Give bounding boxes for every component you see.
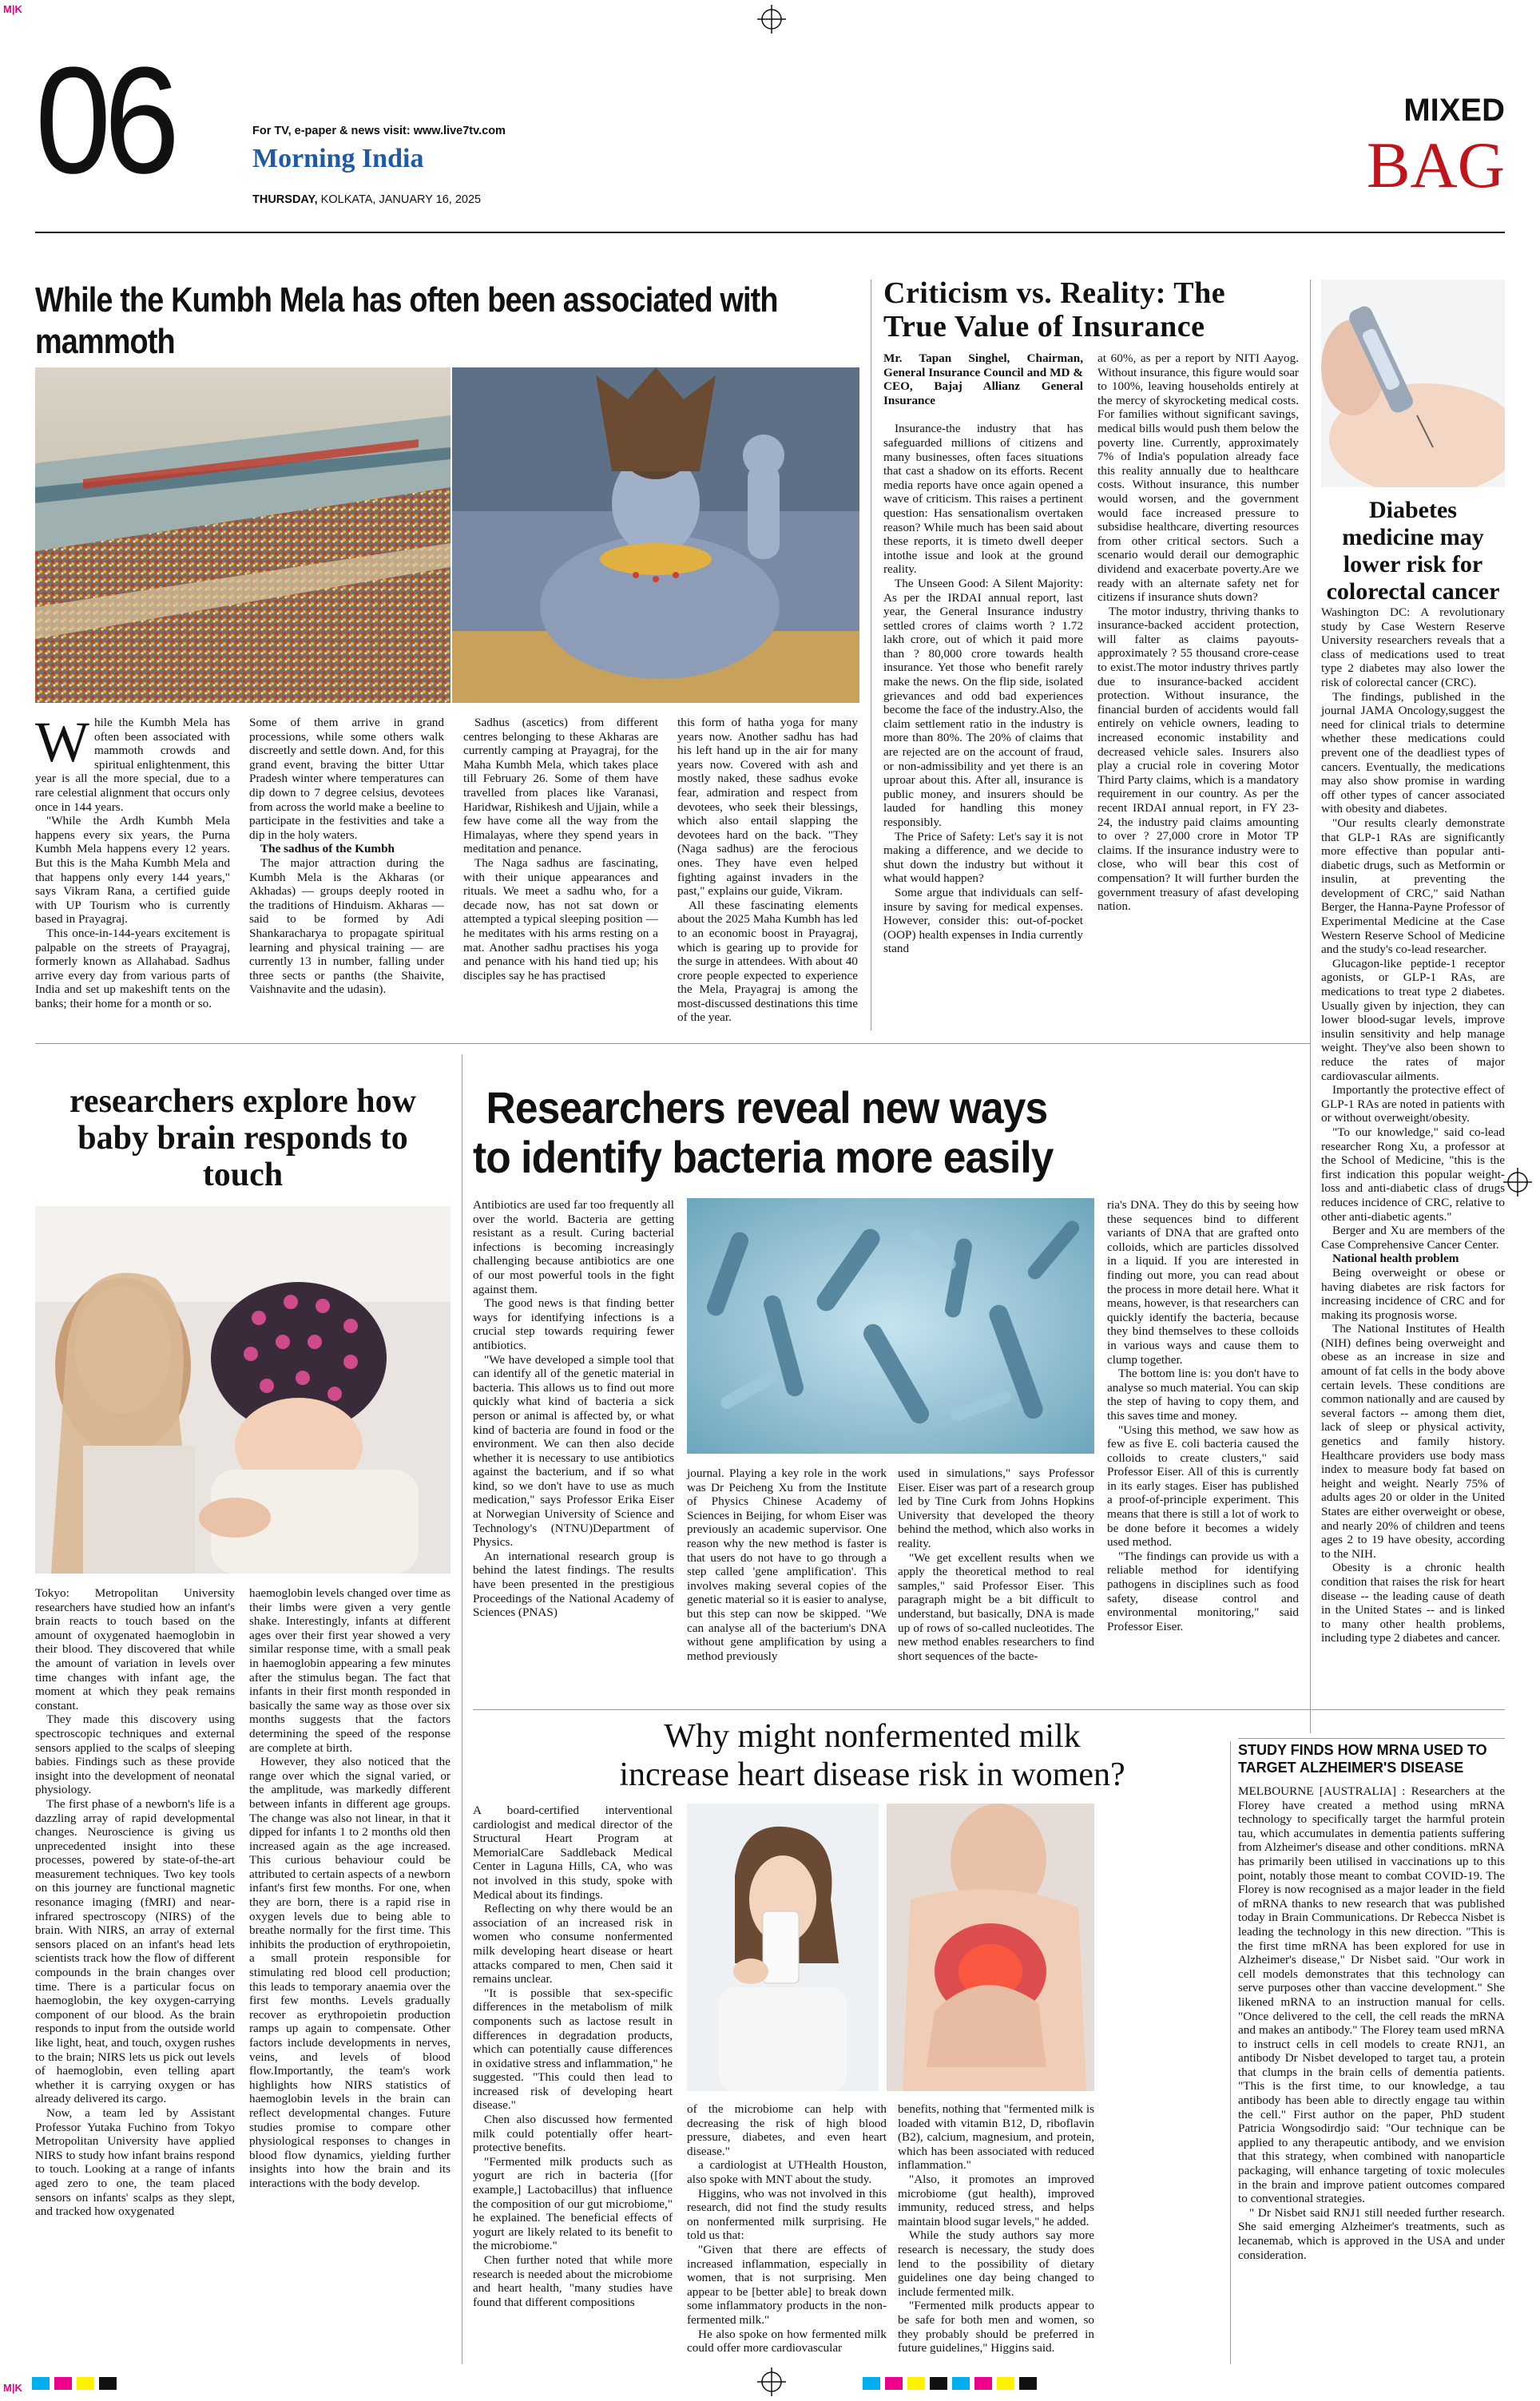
diabetes-injection-photo bbox=[1321, 280, 1505, 487]
milk-paragraph: Chen further noted that while more research is needed about the microbiome and heart health, "many studies have found that different compositions bbox=[473, 2253, 673, 2309]
kumbh-sadhu-photo bbox=[452, 367, 859, 703]
kumbh-col-3 bbox=[463, 716, 658, 982]
bacteria-headline bbox=[473, 1083, 1296, 1182]
kumbh-paragraph: The major attraction during the Kumbh Mela is the Akharas (or Akhadas) — groups deeply rooted in the traditions of Hinduism. Akharas — said to be formed by Adi Shankaracharya to propagate spiritual learning and physical training — are currently 13 in number, falling under three sects or panths (the Shaivite, Vaishnavite and the udasin). bbox=[249, 855, 444, 997]
milk-paragraph: Chen also discussed how fermented milk could potentially offer heart-protective benefits. bbox=[473, 2113, 673, 2155]
milk-paragraph: A board-certified interventional cardiologist and medical director of the Structural Heart Program at MemorialCare Saddleback Medical Center in Laguna Hills, CA, who was not involved in this study, spoke with Medical about its findings. bbox=[473, 1804, 673, 1902]
baby-eeg-photo bbox=[35, 1206, 450, 1574]
kumbh-paragraph: Sadhus (ascetics) from different centres belonging to these Akharas are currently camping at Prayagraj, for the Maha Kumbh Mela, which takes place till February 26. Some of them have travelled from places like Varanasi, Haridwar, Rishikesh and Ujjain, while a few have come all the way from the Himalayas, where they spend years in meditation and penance. bbox=[463, 716, 658, 856]
bacteria-col-2 bbox=[687, 1466, 887, 1663]
bacteria-paragraph: "We get excellent results when we apply the theoretical method to real samples," said Professor Eiser. This paragraph might be a bit difficult to understand, but basically, DNA is made up of rows of so-called nucleotides. The new method enables researchers to find short sequences of the bacte- bbox=[898, 1550, 1094, 1663]
diabetes-paragraph: Importantly the protective effect of GLP-1 RAs are noted in patients with or without overweight/obesity. bbox=[1321, 1083, 1505, 1125]
section-rule bbox=[473, 1709, 1505, 1710]
milk-headline-line2: increase heart disease risk in women? bbox=[619, 1756, 1125, 1793]
insurance-paragraph: The Price of Safety: Let's say it is not making a difference, and we decide to shut down the industry but without it what would happen? bbox=[883, 829, 1083, 886]
masthead-tagline: For TV, e-paper & news visit: www.live7tv.com bbox=[252, 125, 506, 137]
column-rule bbox=[1230, 1741, 1231, 2364]
mrna-paragraph: MELBOURNE [AUSTRALIA] : Researchers at the Florey have created a method using mRNA technology to specifically target the harmful protein tau, which accumulates in dementia patients suffering from Alzheimer's disease and other conditions. mRNA has primarily been utilised in vaccinations up to this point, notably those meant to combat COVID-19. The Florey is now recognised as a major leader in the field of mRNA thanks to new research that was published today in Brain Communications. Dr Rebecca Nisbet is leading the technology in this new direction. "This is the first time mRNA has been explored for use in Alzheimer's disease," Dr Nisbet said. "Our work in cell models demonstrates that this technology can serve purposes other than vaccine development." She likened mRNA to an instruction manual for cells. "Once delivered to the cell, the cell reads the mRNA and makes an antibody." The Florey team used mRNA to instruct cells in cell models to create RNJ1, an antibody Dr Nisbet developed to target tau, a protein that clumps in the brain cells of dementia patients. "This is the first time, to our knowledge, a tau antibody has been able to directly engage tau within the cell." First author on the paper, PhD student Patricia Wongsodirdjo said: "Our technique can be applied to any therapeutic antibody, and we envision that this strategy, when combined with nanoparticle packaging, will enhance targeting of toxic molecules in the brain and improve patient outcomes compared to conventional strategies. bbox=[1238, 1784, 1505, 2206]
diabetes-body bbox=[1321, 605, 1505, 1645]
registration-mark-icon bbox=[756, 3, 788, 35]
bacteria-paragraph: Antibiotics are used far too frequently all over the world. Bacteria are getting resistant as a result. Curing bacterial infections is becoming increasingly challenging because antibiotics are one of our most powerful tools in the fight against them. bbox=[473, 1198, 674, 1296]
corner-marker-bottom: M|K bbox=[3, 2382, 22, 2394]
milk-paragraph: "Fermented milk products appear to be safe for both men and women, so they probably should be preferred in future guidelines," Higgins said. bbox=[898, 2299, 1094, 2355]
kumbh-paragraph: This once-in-144-years excitement is palpable on the streets of Prayagraj, formerly known as Allahabad. Sadhus arrive every day from various parts of India and set up makeshift tents on the banks; their home for a month or so. bbox=[35, 926, 230, 1010]
dateline bbox=[252, 193, 481, 206]
diabetes-headline: Diabetes medicine may lower risk for colorectal cancer bbox=[1326, 497, 1500, 605]
milk-paragraph: He also spoke on how fermented milk could offer more cardiovascular bbox=[687, 2327, 887, 2355]
insurance-headline-line1: Criticism vs. Reality: The bbox=[883, 276, 1226, 310]
insurance-paragraph: Some argue that individuals can self-insure by saving for medical expenses. However, consider this: out-of-pocket (OOP) health expenses in India currently stand bbox=[883, 885, 1083, 956]
baby-paragraph: However, they also noticed that the range over which the signal varied, or the amplitude, was markedly different between infants in different age groups. The change was also not linear, in that it dipped for infants 1 to 2 months old then increased again as the age increased. This curious behaviour could be attributed to certain aspects of a newborn infant's first few months. For one, when they are born, there is a rapid rise in oxygen levels due to being able to breathe normally for the first time. This inhibits the production of erythropoietin, a small protein responsible for stimulating red blood cell production; this leads to temporary anaemia over the first few months. Levels gradually recover as erythropoietin production ramps up again to compensate. Other factors include developments in nerves, veins, and levels of blood flow.Importantly, the team's work highlights how NIRS statistics of haemoglobin levels in the brain can reflect developmental changes. Future studies promise to compare other physiological responses to changes in blood flow dynamics, yielding further insights into how the brain and its interactions with the body develop. bbox=[249, 1755, 450, 2190]
registration-mark-icon bbox=[756, 2366, 788, 2398]
diabetes-paragraph: The National Institutes of Health (NIH) defines being overweight and obese as an increase in size and amount of fat cells in the body above certain levels. These conditions are common nationally and are caused by several factors -- among them diet, lack of sleep or physical activity, genetics and family history. Healthcare providers use body mass index to measure body fat based on height and weight. Nearly 75% of adults ages 20 or older in the United States are either overweight or obese, and nearly 20% of children and teens ages 2 to 19 have obesity, according to the NIH. bbox=[1321, 1322, 1505, 1561]
insurance-col-1 bbox=[883, 351, 1083, 956]
baby-paragraph: They made this discovery using spectroscopic techniques and external sensors applied to the scalps of sleeping babies. Findings such as these provide insight into the development of neonatal physiology. bbox=[35, 1712, 235, 1797]
mrna-headline-line2: TARGET ALZHEIMER'S DISEASE bbox=[1238, 1760, 1464, 1776]
baby-paragraph: haemoglobin levels changed over time as their limbs were given a very gentle shake. Interestingly, infants at different ages over their first year showed a very similar response time, with a small peak in haemoglobin appearing a few minutes after the stimulus began. The fact that infants in their first month responded in basically the same way as those over six months suggests that the factors determining the speed of the response are complete at birth. bbox=[249, 1586, 450, 1755]
mrna-paragraph: " Dr Nisbet said RNJ1 still needed further research. She said emerging Alzheimer's treatments, such as lecanemab, which is approved in the USA and under consideration. bbox=[1238, 2205, 1505, 2262]
insurance-headline-line2: True Value of Insurance bbox=[883, 310, 1205, 343]
kumbh-paragraph: The Naga sadhus are fascinating, with their unique appearances and rituals. We meet a sadhu who, for a decade now, has not sat down or attempted a typical sleeping position — he meditates with his arms resting on a mat. Another sadhu practises his yoga and penance with his hand tied up; his disciples say he has practised bbox=[463, 855, 658, 982]
kumbh-paragraph: All these fascinating elements about the 2025 Maha Kumbh has led to an economic boost in Prayagraj, which is gearing up to provide for the surge in attendees. With about 40 crore people expected to experience the Mela, Prayagraj is among the most-discussed destinations this time of the year. bbox=[677, 898, 858, 1025]
baby-col-1 bbox=[35, 1586, 235, 2219]
milk-headline-line1: Why might nonfermented milk bbox=[664, 1718, 1081, 1755]
milk-heart-pain-photo bbox=[887, 1804, 1094, 2091]
milk-woman-photo bbox=[687, 1804, 879, 2091]
corner-marker-top: M|K bbox=[3, 3, 22, 15]
kumbh-headline-line1: While the Kumbh Mela has often been associated with mammoth bbox=[35, 280, 778, 361]
drop-cap: W bbox=[35, 710, 89, 774]
mrna-headline-line1: STUDY FINDS HOW MRNA USED TO bbox=[1238, 1742, 1487, 1758]
milk-headline bbox=[473, 1717, 1272, 1794]
kumbh-paragraph: Some of them arrive in grand processions, while some others walk discreetly and settle down. And, for this grand event, braving the bitter Uttar Pradesh winter where temperatures can dip down to 7 degree celsius, devotees from across the world make a beeline to participate in the festivities and take a dip in the holy waters. bbox=[249, 716, 444, 842]
milk-paragraph: "Fermented milk products such as yogurt are rich in bacteria ([for example,] Lactobacillus) that influence the composition of our gut microbiome," he explained. The beneficial effects of yogurt are likely related to its benefit to the microbiome." bbox=[473, 2154, 673, 2253]
bacteria-paragraph: ria's DNA. They do this by seeing how these sequences bind to different variants of DNA that are grafted onto colloids, which are particles dissolved in a liquid. If you are interested in finding out more, you can read about the process in more detail here. What it means, however, is that researchers can quickly identify the bacteria, because they bind themselves to these colloids in various ways and cause them to clump together. bbox=[1107, 1198, 1299, 1367]
bacteria-paragraph: "We have developed a simple tool that can identify all of the genetic material in bacteria. This allows us to find out more quickly what kind of bacteria a sick person or animal is affected by, or what kind of bacteria are found in food or the environment. We can then also decide whether it is necessary to use antibiotics against the bacterium, and if so what kind, so we don't have to use as much medication," says Professor Erika Eiser at Norwegian University of Science and Technology's (NTNU)Department of Physics. bbox=[473, 1352, 674, 1550]
baby-paragraph: Tokyo: Metropolitan University researchers have studied how an infant's brain reacts to touch based on the amount of oxygenated haemoglobin in their blood. They discovered that while the amount of variation in levels over time changes with infant age, the moment at which they peak remains constant. bbox=[35, 1586, 235, 1712]
diabetes-paragraph: Being overweight or obese or having diabetes are risk factors for increasing incidence of CRC and for making its prognosis worse. bbox=[1321, 1265, 1505, 1322]
baby-col-2 bbox=[249, 1586, 450, 2191]
column-rule bbox=[1310, 280, 1311, 1733]
section-rule bbox=[35, 1043, 1310, 1044]
baby-paragraph: The first phase of a newborn's life is a dazzling array of rapid developmental changes. Neuroscience is giving us unprecedented insight into these processes, powered by state-of-the-art measurement techniques. Two key tools on this journey are functional magnetic resonance imaging (fMRI) and near-infrared spectroscopy (NIRS) of the brain. With NIRS, an array of external sensors placed on an infant's head lets scientists track how the flow of different compounds in the brain changes over time. There is a particular focus on haemoglobin, the key oxygen-carrying component of our blood. As the brain responds to input from the outside world like light, heat, and touch, oxygen rushes to the brain; NIRS lets us pick out levels of haemoglobin, even telling apart whether it is carrying oxygen or has already delivered its cargo. bbox=[35, 1796, 235, 2106]
insurance-paragraph: at 60%, as per a report by NITI Aayog. Without insurance, this figure would soar to 100%, leaving households entirely at the mercy of skyrocketing medical costs. For families without significant savings, medical bills would push them below the poverty line. Currently, approximately 7% of India's population already face this reality annually due to healthcare costs. Without insurance, this number would worsen, and the government would face increased pressure to subsidise healthcare, diverting resources from other critical sectors. Such a scenario would derail our demographic dividend and exacerbate poverty.Are we ready with an alternate safety net for citizens if insurance shuts down? bbox=[1097, 351, 1299, 605]
mrna-headline bbox=[1238, 1741, 1505, 1776]
milk-paragraph: "Also, it promotes an improved microbiome (gut health), improved immunity, reduced stress, and helps maintain blood sugar levels," he added. bbox=[898, 2172, 1094, 2228]
kumbh-paragraph: this form of hatha yoga for many years now. Another sadhu has had his left hand up in the air for many years now. Covered with ash and mostly naked, these sadhus evoke fear, admiration and respect from devotees, who seek their blessings, which also entail slapping the devotees hard on the back. "They (Naga sadhus) are the ferocious ones. They have even helped fighting against invaders in the past," explains our guide, Vikram. bbox=[677, 716, 858, 899]
diabetes-paragraph: "Our results clearly demonstrate that GLP-1 RAs are significantly more effective than popular anti-diabetic drugs, such as Metformin or insulin, at preventing the development of CRC," said Nathan Berger, the Hanna-Payne Professor of Experimental Medicine at the Case Western Reserve School of Medicine and the study's co-lead researcher. bbox=[1321, 816, 1505, 957]
milk-col-2 bbox=[687, 2102, 887, 2355]
milk-paragraph: While the study authors say more research is necessary, the study does lend to the possibility of dietary guidelines one day being changed to include fermented milk. bbox=[898, 2228, 1094, 2299]
bacteria-headline-line2: to identify bacteria more easily bbox=[473, 1132, 1054, 1182]
paper-name: Morning India bbox=[252, 144, 424, 173]
milk-paragraph: benefits, nothing that "fermented milk is loaded with vitamin B12, D, riboflavin (B2), calcium, magnesium, and protein, which has been associated with reduced inflammation." bbox=[898, 2102, 1094, 2173]
color-bar-right bbox=[863, 2377, 1042, 2390]
bacteria-paragraph: "Using this method, we saw how as few as five E. coli bacteria caused the colloids to create clusters," said Professor Eiser. All of this is currently in its early stages. Eiser has published a proof-of-principle experiment. This means that there is still a lot of work to be done before it becomes a widely used method. bbox=[1107, 1423, 1299, 1550]
section-rule bbox=[1238, 1738, 1505, 1739]
kumbh-col-4 bbox=[677, 716, 858, 1025]
milk-paragraph: of the microbiome can help with decreasing the risk of high blood pressure, diabetes, and even heart disease." bbox=[687, 2102, 887, 2158]
kumbh-col-1 bbox=[35, 710, 230, 1010]
milk-paragraph: "Given that there are effects of increased inflammation, especially in women, that is not surprising. Men appear to be [better able] to break down some inflammatory products in the non-fermented milk." bbox=[687, 2242, 887, 2327]
diabetes-subhead: National health problem bbox=[1332, 1252, 1459, 1266]
bacteria-paragraph: The bottom line is: you don't have to analyse so much material. You can skip the step of having to copy them, and this saves time and money. bbox=[1107, 1367, 1299, 1423]
insurance-paragraph: Insurance-the industry that has safeguarded millions of citizens and many businesses, often faces situations that cast a shadow on its efforts. Recent media reports have once again opened a wave of criticism. This raises a pertinent question: Has sensationalism overtaken reason? While much has been said about these reports, it is timeto dwell deeper intothe issue and look at the ground reality. bbox=[883, 422, 1083, 577]
insurance-paragraph: The Unseen Good: A Silent Majority: As per the IRDAI annual report, last year, the General Insurance industry settled crores of claims worth ? 1.72 lakh crore, out of which it paid more than ? 80,000 crore towards health insurance. Yet those who benefit rarely make the news. On the flip side, isolated grievances and odd bad experiences become the face of the industry.Also, the claim settlement ratio in the industry is more than 80%. The 20% of claims that are rejected are on the account of fraud, or non-admissibility and yet there is an uproar about this. After all, insurance is public money, and insurers should be lauded for handling this money responsibly. bbox=[883, 576, 1083, 829]
milk-paragraph: Reflecting on why there would be an association of an increased risk in women who consume nonfermented milk developing heart disease or heart attacks compared to men, Chen said it remains unclear. bbox=[473, 1902, 673, 1986]
color-bar-left bbox=[32, 2377, 121, 2390]
diabetes-paragraph: "To our knowledge," said co-lead researcher Rong Xu, a professor at the School of Medicine, "this is the first indication this popular weight-loss and anti-diabetic class of drugs reduces incidence of CRC, relative to other anti-diabetic agents." bbox=[1321, 1125, 1505, 1224]
bacteria-paragraph: used in simulations," says Professor Eiser. Eiser was part of a research group led by Tine Curk from Johns Hopkins University that developed the theory behind the method, which also works in reality. bbox=[898, 1466, 1094, 1550]
section-label-bag: BAG bbox=[1366, 129, 1505, 201]
bacteria-paragraph: "The findings can provide us with a reliable method for identifying pathogens in disciplines such as food safety, disease control and environmental monitoring," said Professor Eiser. bbox=[1107, 1549, 1299, 1633]
kumbh-paragraph: "While the Ardh Kumbh Mela happens every six years, the Purna Kumbh Mela happens every 12 years. But this is the Maha Kumbh Mela and that happens only every 144 years," says Vikram Rana, a certified guide with UP Tourism who is currently based in Prayagraj. bbox=[35, 814, 230, 927]
milk-paragraph: "It is possible that sex-specific differences in the metabolism of milk components such as lactose result in differences in degradation products, which can potentially cause differences in oxidative stress and inflammation," he suggested. "This could then lead to increased risk of developing heart disease." bbox=[473, 1986, 673, 2113]
kumbh-col-2 bbox=[249, 716, 444, 997]
milk-paragraph: a cardiologist at UTHealth Houston, also spoke with MNT about the study. bbox=[687, 2158, 887, 2186]
milk-col-1 bbox=[473, 1804, 673, 2309]
diabetes-paragraph: Berger and Xu are members of the Case Comprehensive Cancer Center. bbox=[1321, 1224, 1505, 1252]
bacteria-col-1 bbox=[473, 1198, 674, 1620]
registration-mark-icon bbox=[1502, 1166, 1534, 1198]
bacteria-col-4 bbox=[1107, 1198, 1299, 1633]
baby-headline: researchers explore how baby brain responds to touch bbox=[69, 1083, 416, 1193]
mrna-body bbox=[1238, 1784, 1505, 2262]
insurance-col-2 bbox=[1097, 351, 1299, 914]
milk-col-3 bbox=[898, 2102, 1094, 2355]
milk-paragraph: Higgins, who was not involved in this research, did not find the study results on nonfermented milk surprising. He told us that: bbox=[687, 2186, 887, 2243]
bacteria-microscope-photo bbox=[687, 1198, 1094, 1454]
baby-paragraph: Now, a team led by Assistant Professor Yutaka Fuchino from Tokyo Metropolitan University have applied NIRS to study how infant brains respond to touch. Looking at a range of infants aged zero to one, the team placed sensors on infants' scalps as they slept, and tracked how oxygenated bbox=[35, 2105, 235, 2219]
bacteria-col-3 bbox=[898, 1466, 1094, 1663]
section-label-mixed: MIXED bbox=[1403, 93, 1505, 128]
diabetes-paragraph: Glucagon-like peptide-1 receptor agonists, or GLP-1 RAs, are medications to treat type 2 diabetes. Usually given by injection, they can lower blood-sugar levels, improve insulin sensitivity and help manage weight. They've also been shown to reduce the rates of major cardiovascular ailments. bbox=[1321, 956, 1505, 1083]
kumbh-paragraph: While the Kumbh Mela has often been associated with mammoth crowds and spiritual enlightenment, this year is all the more special, due to a rare celestial alignment that occurs only once in 144 years. bbox=[35, 710, 230, 814]
insurance-headline bbox=[883, 276, 1299, 343]
bacteria-paragraph: An international research group is behind the latest findings. The results have been presented in the prestigious Proceedings of the National Academy of Sciences (PNAS) bbox=[473, 1549, 674, 1620]
bacteria-headline-line1: Researchers reveal new ways bbox=[486, 1082, 1048, 1133]
masthead-rule bbox=[35, 232, 1505, 233]
insurance-byline: Mr. Tapan Singhel, Chairman, General Insurance Council and MD & CEO, Bajaj Allianz General Insurance bbox=[883, 351, 1083, 407]
kumbh-subhead: The sadhus of the Kumbh bbox=[260, 842, 395, 856]
diabetes-paragraph: The findings, published in the journal JAMA Oncology,suggest the need for clinical trials to determine whether these medications could prevent one of the deadliest types of cancers. Eventually, the medications may also show promise in warding off other types of cancer associated with obesity and diabetes. bbox=[1321, 689, 1505, 816]
dateline-text: KOLKATA, JANUARY 16, 2025 bbox=[317, 193, 482, 206]
dateline-day: THURSDAY, bbox=[252, 193, 318, 206]
diabetes-paragraph: Washington DC: A revolutionary study by Case Western Reserve University researchers reveals that a class of medications used to treat type 2 diabetes may also lower the risk of colorectal cancer (CRC). bbox=[1321, 605, 1505, 689]
page-number: 06 bbox=[35, 36, 173, 205]
bacteria-paragraph: journal. Playing a key role in the work was Dr Peicheng Xu from the Institute of Physics Chinese Academy of Sciences in Beijing, for whom Eiser was previously an academic supervisor. One reason why the new method is faster is that users do not have to go through a step called 'gene amplification'. This involves making several copies of the genetic material so it is easier to analyse, but this step can now be skipped. "We can analyse all of the bacterium's DNA without gene amplification by using a method previously bbox=[687, 1466, 887, 1663]
diabetes-paragraph: Obesity is a chronic health condition that raises the risk for heart disease -- the leading cause of death in the United States -- and is linked to many other health problems, including type 2 diabetes and cancer. bbox=[1321, 1561, 1505, 1645]
kumbh-crowd-photo bbox=[35, 367, 450, 703]
insurance-paragraph: The motor industry, thriving thanks to insurance-backed accident protection, will falter as claims payouts-approximately ? 55 thousand crore-cease to exist.The motor industry thrives partly due to insurance-backed accident protection. Without insurance, the financial burden of accidents would fall entirely on vehicle owners, leading to increased economic instability and decreased vehicle sales. Insurers also play a crucial role in covering Motor Third Party claims, which is a mandatory requirement in our country. As per the recent IRDAI annual report, in FY 23-24, the industry paid claims amounting to over ? 27,000 crore in Motor TP claims. If the insurance industry were to close, who will bear this cost of compensation? It will further burden the government treasury of afast developing nation. bbox=[1097, 604, 1299, 914]
bacteria-paragraph: The good news is that finding better ways for identifying infections is a crucial step towards requiring fewer antibiotics. bbox=[473, 1296, 674, 1352]
